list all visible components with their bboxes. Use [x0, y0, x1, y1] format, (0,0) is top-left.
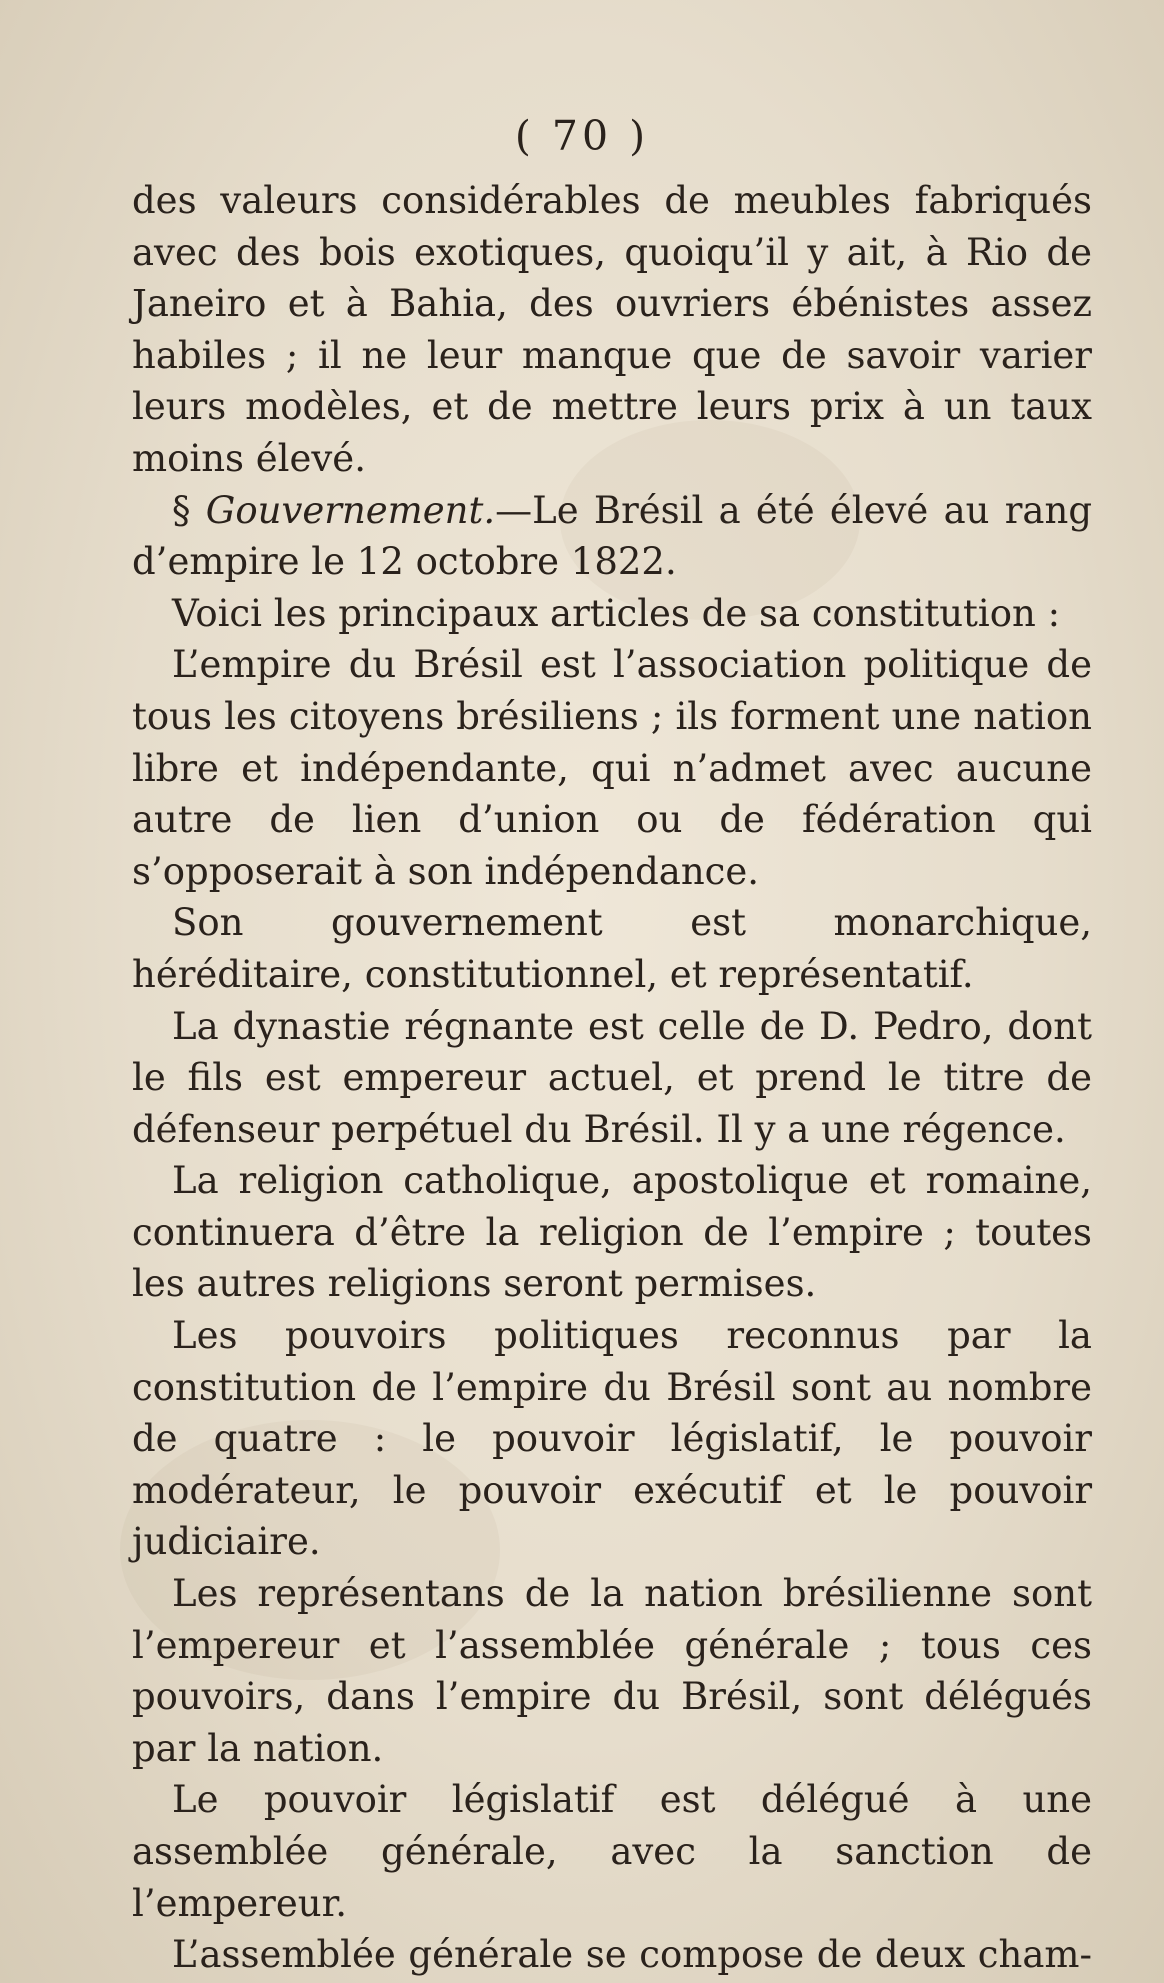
paragraph-government: [132, 485, 1092, 588]
section-body: —Le Brésil a été élevé au rang d’empire le 12 octobre 1822.: [132, 488, 1093, 584]
paragraph-constitution-intro: Voici les principaux articles de sa constitution :: [172, 591, 1061, 635]
section-heading: Gouvernement.: [205, 488, 496, 532]
body-text: [132, 175, 1092, 1981]
paragraph-dynasty: La dynastie régnante est celle de D. Pedro, dont le fils est empereur actuel, et prend le titre de défenseur perpétuel du Brésil. Il y a une régence.: [132, 1004, 1092, 1151]
paragraph-representatives: Les représentans de la nation brésilienne sont l’empereur et l’assemblée générale ; tous ces pouvoirs, dans l’empire du Brésil, sont délégués par la nation.: [132, 1572, 1092, 1770]
paragraph-empire: L’empire du Brésil est l’association politique de tous les citoyens brésiliens ; ils forment une nation libre et indépendante, qui n’admet avec aucune autre de lien d’union ou de fédération qui s’opposerait à son indépendance.: [132, 643, 1092, 893]
paragraph-assembly: L’assemblée générale se compose de deux cham-: [172, 1933, 1092, 1977]
section-mark: §: [172, 488, 206, 532]
paragraph-powers: Les pouvoirs politiques reconnus par la constitution de l’empire du Brésil sont au nombre de quatre : le pouvoir législatif, le pouvoir modérateur, le pouvoir exécutif et le pouvoir judiciaire.: [132, 1314, 1092, 1564]
page-number: ( 70 ): [514, 112, 650, 160]
paragraph-religion: La religion catholique, apostolique et romaine, continuera d’être la religion de l’empire ; toutes les autres religions seront permises.: [132, 1159, 1092, 1306]
paragraph-monarchy: Son gouvernement est monarchique, héréditaire, constitutionnel, et représentatif.: [132, 901, 1092, 996]
paragraph-furniture: des valeurs considérables de meubles fabriqués avec des bois exotiques, quoiqu’il y ait, à Rio de Janeiro et à Bahia, des ouvriers ébénistes assez habiles ; il ne leur manque que de savoir varier leurs modèles, et de mettre leurs prix à un taux moins élevé.: [132, 179, 1092, 480]
paragraph-legislative: Le pouvoir législatif est délégué à une assemblée générale, avec la sanction de l’empereur.: [132, 1778, 1092, 1925]
